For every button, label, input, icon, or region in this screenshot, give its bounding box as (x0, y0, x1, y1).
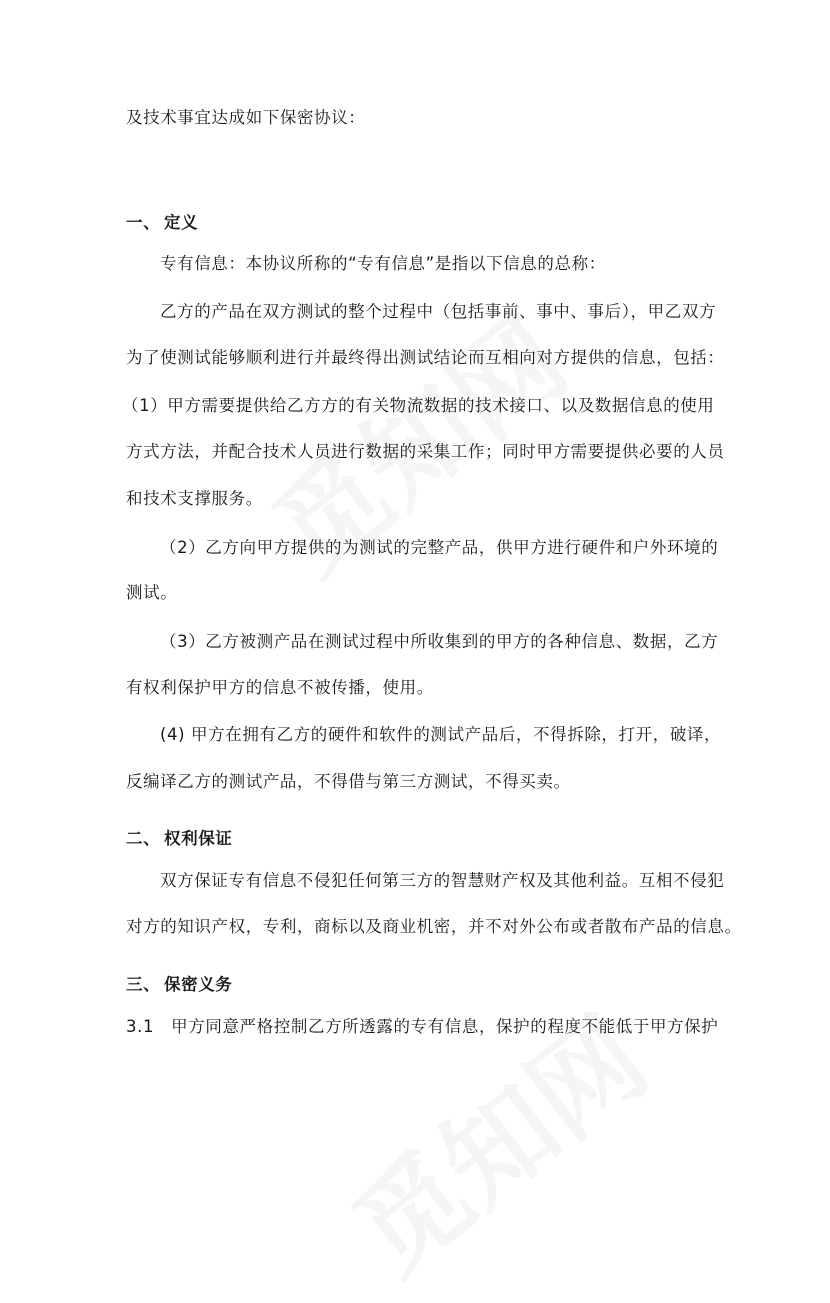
section-heading (126, 827, 232, 851)
paragraph-line: 乙方的产品在双方测试的整个过程中（包括事前、事中、事后），甲乙双方 (160, 302, 717, 321)
section-number: 三、 (126, 975, 161, 994)
paragraph-line: (4) 甲方在拥有乙方的硬件和软件的测试产品后，不得拆除，打开，破译， (160, 725, 722, 744)
section-title: 保密义务 (164, 975, 233, 994)
section-heading (126, 973, 232, 997)
paragraph-line: 专有信息：本协议所称的“专有信息”是指以下信息的总称： (160, 254, 606, 273)
paragraph-line: （2）乙方向甲方提供的为测试的完整产品，供甲方进行硬件和户外环境的 (160, 538, 719, 557)
paragraph-line: 有权利保护甲方的信息不被传播，使用。 (126, 678, 434, 697)
paragraph-line: 方式方法，并配合技术人员进行数据的采集工作；同时甲方需要提供必要的人员 (126, 442, 725, 461)
section-title: 权利保证 (164, 829, 233, 848)
section-number: 一、 (126, 213, 161, 232)
paragraph-line: 反编译乙方的测试产品，不得借与第三方测试，不得买卖。 (126, 772, 571, 791)
intro-line: 及技术事宜达成如下保密协议： (126, 108, 366, 127)
section-number: 二、 (126, 829, 161, 848)
paragraph-line: 双方保证专有信息不侵犯任何第三方的智慧财产权及其他利益。互相不侵犯 (160, 871, 725, 890)
paragraph-line: 3.1 甲方同意严格控制乙方所透露的专有信息，保护的程度不能低于甲方保护 (126, 1017, 719, 1036)
section-title: 定义 (164, 213, 199, 232)
paragraph-line: 为了使测试能够顺利进行并最终得出测试结论而互相向对方提供的信息，包括： (126, 348, 725, 367)
paragraph-line: 和技术支撑服务。 (126, 489, 263, 508)
paragraph-line: （1）甲方需要提供给乙方方的有关物流数据的技术接口、以及数据信息的使用 (122, 396, 715, 415)
paragraph-line: 测试。 (126, 583, 178, 602)
paragraph-line: 对方的知识产权，专利，商标以及商业机密，并不对外公布或者散布产品的信息。 (126, 917, 742, 936)
section-heading (126, 211, 198, 235)
paragraph-line: （3）乙方被测产品在测试过程中所收集到的甲方的各种信息、数据，乙方 (160, 632, 719, 651)
